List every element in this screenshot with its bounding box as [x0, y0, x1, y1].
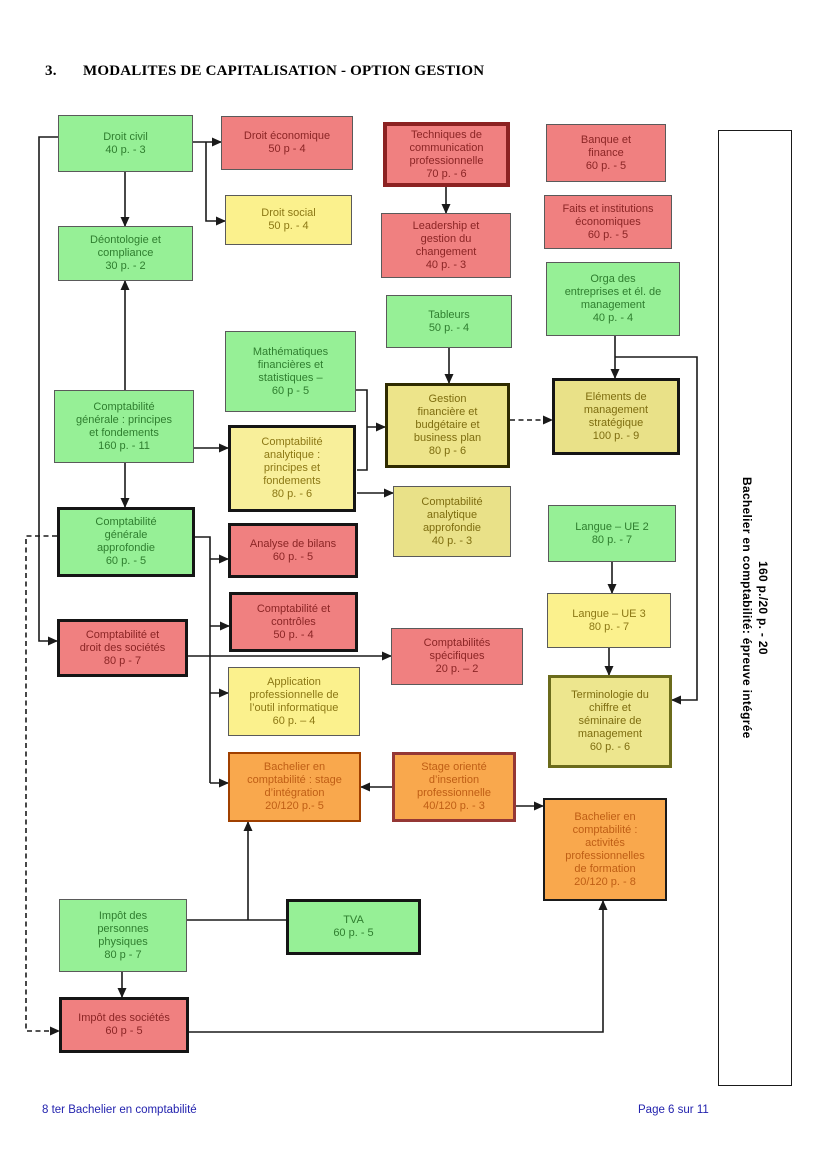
footer-page-number: Page 6 sur 11 [638, 1104, 709, 1116]
node-compta-generale-principes [54, 390, 194, 463]
node-label-line: professionnelle [417, 787, 491, 799]
node-label-line: 30 p. - 2 [105, 260, 146, 272]
node-label-line: 60 p. - 5 [105, 555, 147, 567]
node-label-line: 80 p - 7 [103, 654, 142, 667]
node-label-line: Comptabilité [261, 436, 323, 448]
node-label-line: 50 p. - 4 [428, 321, 470, 334]
node-label-line: approfondie [96, 542, 156, 554]
node-label-line: communication [409, 141, 484, 154]
node-label-line: management [577, 728, 643, 740]
node-label-line: Techniques de [411, 128, 482, 141]
node-label-line: Comptabilités [423, 637, 491, 649]
node-stage-oriente [392, 752, 516, 822]
edge-droit-civil--compta-droit-societes [39, 137, 58, 641]
node-leadership [381, 213, 511, 278]
node-label-line: 60 p. - 6 [589, 741, 631, 753]
node-application-informatique [228, 667, 360, 736]
node-label-line: 60 p. - 5 [585, 159, 627, 172]
node-label-line: financières et [257, 358, 324, 371]
node-label-line: 40 p. - 3 [425, 258, 467, 271]
node-label-line: 60 p. - 5 [272, 550, 314, 563]
node-label-line: stratégique [588, 416, 644, 429]
node-droit-civil [58, 115, 193, 172]
node-label-line: Mathématiques [252, 345, 329, 358]
node-label-line: management [580, 299, 646, 311]
node-langue-ue2 [548, 505, 676, 562]
node-bachelier-stage-integration [228, 752, 361, 822]
node-label-line: 60 p. – 4 [272, 714, 316, 727]
node-elements-management [552, 378, 680, 455]
node-comptabilites-specifiques [391, 628, 523, 685]
node-label-line: TVA [343, 914, 364, 926]
node-label-line: économiques [575, 215, 641, 228]
node-label-line: de formation [574, 862, 636, 875]
node-bachelier-activites [543, 798, 667, 901]
node-label-line: professionnelle [409, 154, 484, 167]
node-droit-social [225, 195, 352, 245]
node-label-line: 60 p - 5 [271, 384, 310, 397]
node-label-line: gestion du [420, 232, 472, 245]
node-label-line: 50 p. - 4 [268, 220, 309, 232]
node-label-line: business plan [413, 432, 482, 444]
node-label-line: Leadership et [412, 219, 480, 232]
node-label-line: Comptabilité et [85, 628, 160, 641]
node-label-line: analytique [426, 508, 478, 521]
node-label-line: générale : principes [75, 413, 172, 426]
node-label-line: Droit économique [243, 130, 331, 142]
node-label-line: Application [267, 675, 321, 688]
node-label-line: comptabilité : [572, 823, 638, 836]
node-label-line: financière et [417, 406, 478, 418]
node-label-line: Déontologie et [90, 234, 161, 246]
node-label-line: fondements [263, 475, 321, 487]
node-label-line: 60 p - 5 [105, 1025, 143, 1037]
node-tableurs [386, 295, 512, 348]
node-label-line: compliance [97, 247, 154, 259]
node-label-line: professionnelle de [249, 688, 339, 701]
node-label-line: Bachelier en [263, 761, 326, 773]
node-compta-controles [229, 592, 358, 652]
node-label-line: l’outil informatique [249, 701, 339, 714]
node-label-line: 40 p. - 3 [431, 534, 473, 547]
node-label-line: 60 p. - 5 [587, 228, 629, 241]
node-label-line: 60 p. - 5 [333, 927, 374, 939]
node-label-line: Comptabilité [95, 516, 157, 528]
node-label-line: Gestion [428, 393, 467, 405]
node-label-line: Analyse de bilans [249, 537, 337, 550]
node-langue-ue3 [547, 593, 671, 648]
node-label-line: 40 p. - 4 [592, 312, 634, 324]
footer-document-name: 8 ter Bachelier en comptabilité [42, 1104, 197, 1116]
node-label-line: Faits et institutions [562, 202, 654, 215]
node-label-line: chiffre et [589, 702, 631, 714]
title-number: 3. [45, 63, 57, 79]
node-label-line: droit des sociétés [79, 641, 166, 654]
node-label-line: 100 p. - 9 [592, 429, 640, 442]
node-label-line: Langue – UE 2 [575, 520, 649, 533]
node-terminologie [548, 675, 672, 768]
node-label-line: approfondie [422, 521, 482, 534]
node-label-line: 20/120 p. - 8 [574, 875, 636, 888]
node-label-line: Banque et [580, 133, 632, 146]
node-tva [286, 899, 421, 955]
node-label-line: personnes [97, 922, 149, 935]
node-label-line: Comptabilité et [256, 602, 331, 615]
node-compta-droit-societes [57, 619, 188, 677]
node-label-line: comptabilité : stage [247, 774, 342, 786]
sidebar-line2: 160 p./20 p. - 20 [756, 561, 770, 655]
node-label-line: séminaire de [578, 715, 642, 727]
node-label-line: 20 p. – 2 [435, 663, 479, 675]
node-orga-entreprises [546, 262, 680, 336]
node-label-line: Comptabilité [93, 400, 155, 413]
node-label-line: 80 p - 7 [104, 948, 142, 961]
node-label-line: Bachelier en [574, 810, 636, 823]
node-label-line: Langue – UE 3 [572, 607, 646, 620]
node-label-line: et fondements [89, 426, 159, 439]
node-label-line: analytique : [263, 449, 321, 461]
node-label-line: Impôt des sociétés [78, 1012, 170, 1024]
node-label-line: spécifiques [429, 650, 485, 662]
node-compta-analytique-principes [228, 425, 356, 512]
node-label-line: 80 p. - 7 [588, 620, 630, 633]
node-label-line: Tableurs [428, 308, 470, 321]
node-label-line: 20/120 p.- 5 [265, 800, 324, 812]
title-text: MODALITES DE CAPITALISATION - OPTION GESTION [83, 63, 485, 79]
node-label-line: changement [415, 245, 477, 258]
node-label-line: 40 p. - 3 [105, 143, 146, 156]
node-label-line: 80 p - 6 [428, 445, 467, 457]
node-impot-societes [59, 997, 189, 1053]
node-label-line: Droit civil [103, 130, 148, 143]
edge-approfondie--impot-societes-dashed [26, 536, 59, 1031]
node-banque-finance [546, 124, 666, 182]
sidebar-epreuve-integree [718, 130, 792, 1086]
node-label-line: 80 p. - 7 [591, 533, 633, 546]
node-label-line: 160 p. - 11 [98, 439, 150, 452]
node-label-line: 70 p. - 6 [426, 167, 467, 180]
node-label-line: Eléments de [585, 390, 647, 403]
node-label-line: professionnelles [565, 849, 645, 862]
sidebar-vertical-text [739, 477, 771, 739]
node-label-line: 50 p - 4 [268, 143, 306, 155]
node-compta-analytique-approfondie [393, 486, 511, 557]
node-label-line: management [583, 403, 649, 416]
node-label-line: contrôles [271, 615, 316, 628]
edge-approfondie-trunk [195, 537, 210, 783]
node-label-line: Impôt des [98, 909, 148, 922]
sidebar-line1: Bachelier en comptabilité: épreuve intégrée [740, 477, 754, 739]
node-label-line: 50 p. - 4 [273, 628, 314, 641]
node-deontologie [58, 226, 193, 281]
node-label-line: physiques [98, 935, 148, 948]
node-label-line: statistiques – [258, 371, 323, 384]
node-label-line: Droit social [261, 207, 316, 219]
node-label-line: générale [104, 529, 148, 541]
node-label-line: Orga des [590, 273, 636, 285]
node-label-line: finance [588, 146, 624, 159]
node-label-line: Terminologie du [571, 689, 649, 701]
node-label-line: 40/120 p. - 3 [423, 800, 485, 812]
node-label-line: 80 p. - 6 [271, 488, 313, 500]
node-label-line: Stage orienté [421, 761, 487, 773]
node-label-line: d’insertion [428, 774, 480, 786]
node-droit-economique [221, 116, 353, 170]
node-analyse-bilans [228, 523, 358, 578]
node-label-line: Comptabilité [421, 495, 483, 508]
edge-math-analytique-bracket [356, 390, 367, 470]
node-techniques-communication [383, 122, 510, 187]
node-gestion-financiere [385, 383, 510, 468]
node-label-line: d’intégration [264, 787, 325, 799]
node-label-line: entreprises et él. de [564, 286, 662, 298]
node-label-line: principes et [263, 462, 321, 474]
node-mathematiques [225, 331, 356, 412]
node-faits-institutions [544, 195, 672, 249]
node-label-line: budgétaire et [415, 419, 480, 431]
node-compta-generale-approfondie [57, 507, 195, 577]
node-label-line: activités [585, 836, 625, 849]
node-impot-personnes [59, 899, 187, 972]
